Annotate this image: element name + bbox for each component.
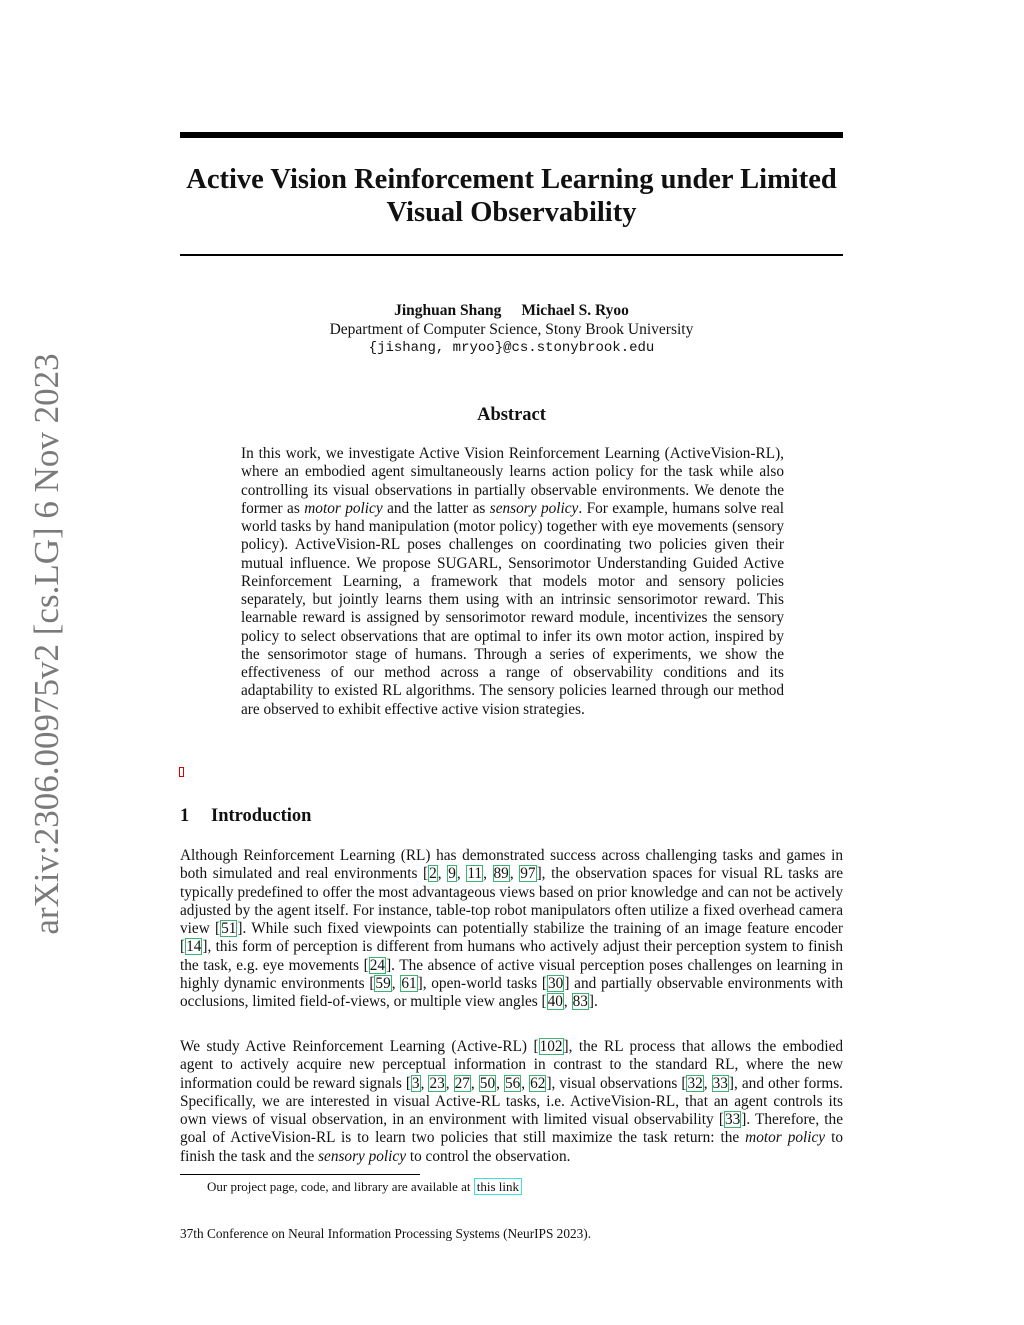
section-title: Introduction <box>211 806 312 826</box>
text: to finish the task and the <box>180 1129 844 1165</box>
citation-link[interactable]: 3 <box>411 1074 420 1092</box>
text: ]. The absence of active visual perception poses challenges on learning in highly dynamic environments [ <box>180 956 843 992</box>
citation-link[interactable]: 83 <box>572 993 588 1010</box>
author-1: Jinghuan Shang <box>394 302 502 319</box>
emphasis-sensory-policy: sensory policy <box>318 1147 407 1165</box>
citation-link[interactable]: 30 <box>548 974 564 992</box>
text: ], open-world tasks [ <box>417 974 548 992</box>
link-marker[interactable] <box>179 767 184 777</box>
abstract-text-3: . For example, humans solve real world tasks by hand manipulation (motor policy) together with eye movements (sensory policy). ActiveVision-RL poses challenges on coordinating two policies given their mutual influence. We propose SUGARL, Sensorimotor Understanding Guided Active Reinforcement Learning, a framework that models motor and sensory policies separately, but jointly learns them using with an intrinsic sensorimotor reward. This learnable reward is assigned by sensorimotor reward module, incentivizes the sensory policy to select observations that are optimal to infer its own motor action, inspired by the sensorimotor stage of humans. Through a series of experiments, we show the effectiveness of our method across a range of observability conditions and its adaptability to existed RL algorithms. The sensory policies learned through our method are observed to exhibit effective active vision strategies. <box>241 499 785 718</box>
citation-link[interactable]: 59 <box>375 974 391 992</box>
citation-link[interactable]: 102 <box>539 1038 563 1055</box>
citation-link[interactable]: 23 <box>429 1074 445 1092</box>
text: ]. While such fixed viewpoints can potentially stabilize the training of an image feature encoder [ <box>180 920 843 956</box>
venue-note: 37th Conference on Neural Information Processing Systems (NeurIPS 2023). <box>180 1226 592 1241</box>
abstract-emphasis-sensory: sensory policy <box>489 499 579 517</box>
title-bottom-rule <box>180 254 843 256</box>
abstract-heading: Abstract <box>477 405 546 425</box>
text: Although Reinforcement Learning (RL) has demonstrated success across challenging tasks and games in both simulated and real environments [ <box>180 847 843 883</box>
footnote <box>207 1178 522 1195</box>
abstract-body <box>241 445 784 719</box>
title-top-rule <box>180 132 843 138</box>
citation-link[interactable]: 9 <box>448 865 456 883</box>
abstract-emphasis-motor: motor policy <box>304 499 383 517</box>
text: to control the observation. <box>406 1147 571 1165</box>
abstract-text-1: In this work, we investigate Active Vision Reinforcement Learning (ActiveVision-RL), where an embodied agent simultaneously learns action policy for the task while also controlling its visual observations in partially observable environments. We denote the former as <box>241 445 784 517</box>
section-heading-introduction <box>180 804 311 828</box>
citation-link[interactable]: 56 <box>504 1074 521 1092</box>
citation-link[interactable]: 89 <box>493 865 509 883</box>
section-number: 1 <box>180 806 190 826</box>
citation-link[interactable]: 62 <box>530 1074 546 1092</box>
intro-paragraph-1: Although Reinforcement Learning (RL) has demonstrated success across challenging tasks and games in both simulated and real environments [2, 9, 11, 89, 97], the observation spaces for visual RL tasks are typically predefined to offer the most advantageous views based on prior knowledge and can not be actively adjusted by the agent itself. For instance, table-top robot manipulators often utilize a fixed overhead camera view [51]. While such fixed viewpoints can potentially stabilize the training of an image feature encoder [14], this form of perception is different from humans who actively adjust their perception system to finish the task, e.g. eye movements [24]. The absence of active visual perception poses challenges on learning in highly dynamic environments [59, 61], open-world tasks [30] and partially observable environments with occlusions, limited field-of-views, or multiple view angles [40, 83]. <box>180 847 844 1010</box>
author-list <box>180 301 843 320</box>
citation-link[interactable]: 11 <box>467 865 483 883</box>
text: ]. Therefore, the goal of ActiveVision-RL is to learn two policies that still maximize the task return: the <box>180 1111 843 1147</box>
emphasis-motor-policy: motor policy <box>745 1129 826 1147</box>
citation-link[interactable]: 61 <box>401 974 417 992</box>
title-line-1: Active Vision Reinforcement Learning under Limited <box>186 164 837 195</box>
affiliation: Department of Computer Science, Stony Brook University <box>329 321 694 338</box>
citation-link[interactable]: 27 <box>454 1074 470 1092</box>
paper-title <box>180 163 843 229</box>
text: ], visual observations [ <box>546 1074 687 1092</box>
title-line-2: Visual Observability <box>386 197 637 228</box>
intro-paragraph-2: We study Active Reinforcement Learning (Active-RL) [102], the RL process that allows the embodied agent to actively acquire new perceptual information in contrast to the standard RL, where the new information could be reward signals [3, 23, 27, 50, 56, 62], visual observations [32, 33], and other forms. Specifically, we are interested in visual Active-RL tasks, i.e. ActiveVision-RL, that an agent controls its own views of visual observation, in an environment with limited visual observability [33]. Therefore, the goal of ActiveVision-RL is to learn two policies that still maximize the task return: the motor policy to finish the task and the sensory policy to control the observation. <box>180 1038 844 1165</box>
arxiv-identifier: arXiv:2306.00975v2 [cs.LG] 6 Nov 2023 <box>27 353 66 935</box>
citation-link[interactable]: 2 <box>429 865 437 883</box>
footnote-text: Our project page, code, and library are available at <box>207 1179 474 1194</box>
citation-link[interactable]: 33 <box>724 1111 741 1128</box>
text: ], the observation spaces for visual RL tasks are typically predefined to offer the most advantageous views based on prior knowledge and can not be actively adjusted by the agent itself. For instance, table-top robot manipulators often utilize a fixed overhead camera view [ <box>180 865 844 937</box>
citation-link[interactable]: 40 <box>547 993 563 1010</box>
text: ]. <box>588 993 598 1010</box>
author-2: Michael S. Ryoo <box>521 302 629 319</box>
citation-link[interactable]: 32 <box>687 1074 703 1092</box>
citation-link[interactable]: 51 <box>221 920 237 937</box>
author-email[interactable]: {jishang, mryoo}@cs.stonybrook.edu <box>368 340 655 356</box>
citation-link[interactable]: 50 <box>479 1074 496 1092</box>
abstract-text-2: and the latter as <box>382 499 490 517</box>
citation-link[interactable]: 97 <box>520 865 536 883</box>
citation-link[interactable]: 24 <box>369 956 386 974</box>
text: ] and partially observable environments with occlusions, limited field-of-views, or multiple view angles [ <box>180 974 843 1010</box>
text: ], and other forms. Specifically, we are interested in visual Active-RL tasks, i.e. ActiveVision-RL, that an agent controls its own views of visual observation, in an environment with limited visual observability [ <box>180 1074 844 1128</box>
footnote-rule <box>180 1174 420 1175</box>
text: ], the RL process that allows the embodied agent to actively acquire new perceptual information in contrast to the standard RL, where the new information could be reward signals [ <box>180 1038 844 1092</box>
citation-link[interactable]: 33 <box>712 1074 728 1092</box>
text: ], this form of perception is different from humans who actively adjust their perception system to finish the task, e.g. eye movements [ <box>180 938 843 974</box>
text: We study Active Reinforcement Learning (Active-RL) [ <box>180 1038 539 1055</box>
project-page-link[interactable]: this link <box>474 1178 522 1195</box>
citation-link[interactable]: 14 <box>186 938 202 956</box>
